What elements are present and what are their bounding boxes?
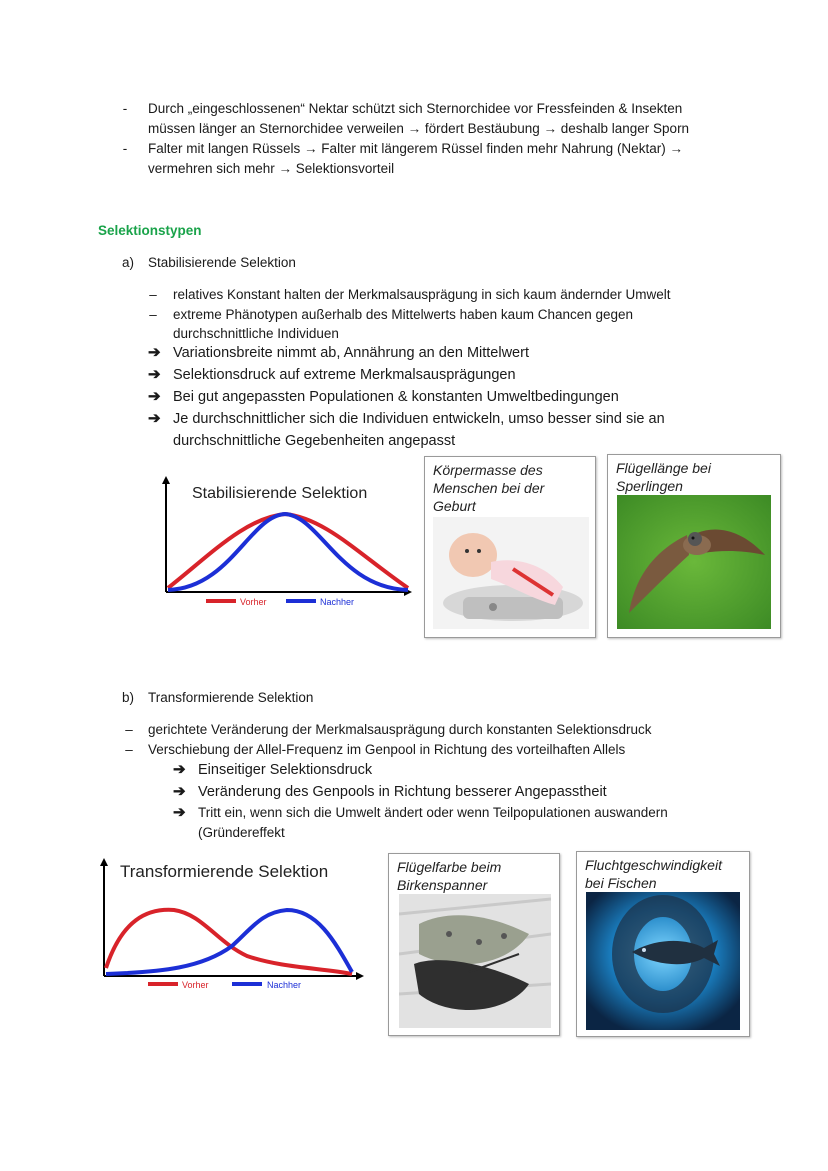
stabil-dash-2: – — [149, 307, 157, 322]
stabil-dash-text-1: relatives Konstant halten der Merkmalsausprägung in sich kaum ändernder Umwelt — [173, 287, 671, 302]
trans-chart — [92, 850, 372, 996]
stabil-arrow-icon-4: ➔ — [148, 410, 161, 427]
trans-dash-text-2: Verschiebung der Allel-Frequenz im Genpool in Richtung des vorteilhaften Allels — [148, 742, 626, 757]
intro-bullet-1: - — [122, 101, 128, 116]
trans-dash-2: – — [125, 742, 133, 757]
trans-arrow-icon-3: ➔ — [173, 804, 186, 821]
stabil-arrow-icon-3: ➔ — [148, 388, 161, 405]
stabil-arrow-text-3: Bei gut angepassten Populationen & konstanten Umweltbedingungen — [173, 389, 619, 405]
intro-line-1: Durch „eingeschlossenen“ Nektar schützt sich Sternorchidee vor Fressfeinden & Insekten — [148, 101, 683, 116]
trans-card-moth — [388, 853, 560, 1036]
stabil-legend-swatch-nachher — [286, 599, 316, 603]
stabil-card-baby — [424, 456, 596, 638]
trans-dash-text-1: gerichtete Veränderung der Merkmalsausprägung durch konstanten Selektionsdruck — [148, 722, 652, 737]
stabil-arrow-text-1: Variationsbreite nimmt ab, Annährung an den Mittelwert — [173, 345, 529, 361]
trans-chart-title: Transformierende Selektion — [120, 862, 329, 881]
stabil-arrow-text-2: Selektionsdruck auf extreme Merkmalsausprägungen — [173, 367, 516, 383]
sparrow-image — [617, 495, 771, 629]
fish-image — [586, 892, 740, 1030]
trans-arrow-text-1: Einseitiger Selektionsdruck — [198, 762, 373, 778]
intro-line-4: vermehren sich mehr → Selektionsvorteil — [148, 161, 395, 176]
trans-arrow-text-3a: Tritt ein, wenn sich die Umwelt ändert oder wenn Teilpopulationen auswandern — [198, 805, 668, 820]
trans-legend-nachher: Nachher — [267, 980, 302, 990]
baby-image — [433, 517, 589, 629]
stabil-chart — [150, 470, 420, 610]
stabil-title: Stabilisierende Selektion — [148, 255, 296, 270]
stabil-legend-nachher: Nachher — [320, 597, 355, 607]
trans-series-nachher — [106, 910, 352, 974]
section-heading: Selektionstypen — [98, 223, 202, 238]
trans-arrow-icon-2: ➔ — [173, 783, 186, 800]
trans-y-arrow — [100, 858, 108, 866]
trans-legend-vorher: Vorher — [182, 980, 209, 990]
trans-card-moth-title: Flügelfarbe beim Birkenspanner — [397, 859, 502, 893]
stabil-dash-text-2b: durchschnittliche Individuen — [173, 326, 339, 341]
trans-label: b) — [122, 690, 135, 705]
intro-line-3: Falter mit langen Rüssels → Falter mit längerem Rüssel finden mehr Nahrung (Nektar) → — [148, 141, 683, 156]
intro-bullet-2: - — [122, 141, 128, 156]
trans-arrow-text-2: Veränderung des Genpools in Richtung besserer Angepasstheit — [198, 784, 607, 800]
trans-arrow-text-3b: (Gründereffekt — [198, 825, 285, 840]
stabil-series-vorher — [168, 514, 408, 588]
trans-title: Transformierende Selektion — [148, 690, 314, 705]
trans-x-arrow — [356, 972, 364, 980]
stabil-card-sparrow — [607, 454, 781, 638]
stabil-card-baby-title: Körpermasse des Menschen bei der Geburt — [433, 462, 545, 514]
stabil-card-sparrow-title: Flügellänge bei Sperlingen — [616, 460, 711, 494]
trans-card-fish-title: Fluchtgeschwindigkeit bei Fischen — [585, 857, 722, 891]
stabil-arrow-text-4a: Je durchschnittlicher sich die Individuen entwickeln, umso besser sind sie an — [173, 411, 665, 427]
stabil-arrow-icon-1: ➔ — [148, 344, 161, 361]
moth-image — [399, 894, 551, 1028]
trans-arrow-icon-1: ➔ — [173, 761, 186, 778]
stabil-label: a) — [122, 255, 135, 270]
stabil-arrow-text-4b: durchschnittliche Gegebenheiten angepasst — [173, 433, 456, 449]
stabil-legend-vorher: Vorher — [240, 597, 267, 607]
stabil-arrow-icon-2: ➔ — [148, 366, 161, 383]
intro-line-2: müssen länger an Sternorchidee verweilen → fördert Bestäubung → deshalb langer Sporn — [148, 121, 690, 136]
stabil-dash-text-2a: extreme Phänotypen außerhalb des Mittelwerts haben kaum Chancen gegen — [173, 307, 634, 322]
trans-card-fish — [576, 851, 750, 1037]
trans-legend-swatch-nachher — [232, 982, 262, 986]
stabil-series-nachher — [168, 514, 408, 590]
stabil-chart-title: Stabilisierende Selektion — [192, 485, 368, 502]
stabil-legend-swatch-vorher — [206, 599, 236, 603]
stabil-dash-1: – — [149, 287, 157, 302]
trans-legend-swatch-vorher — [148, 982, 178, 986]
stabil-y-arrow — [162, 476, 170, 484]
trans-dash-1: – — [125, 722, 133, 737]
